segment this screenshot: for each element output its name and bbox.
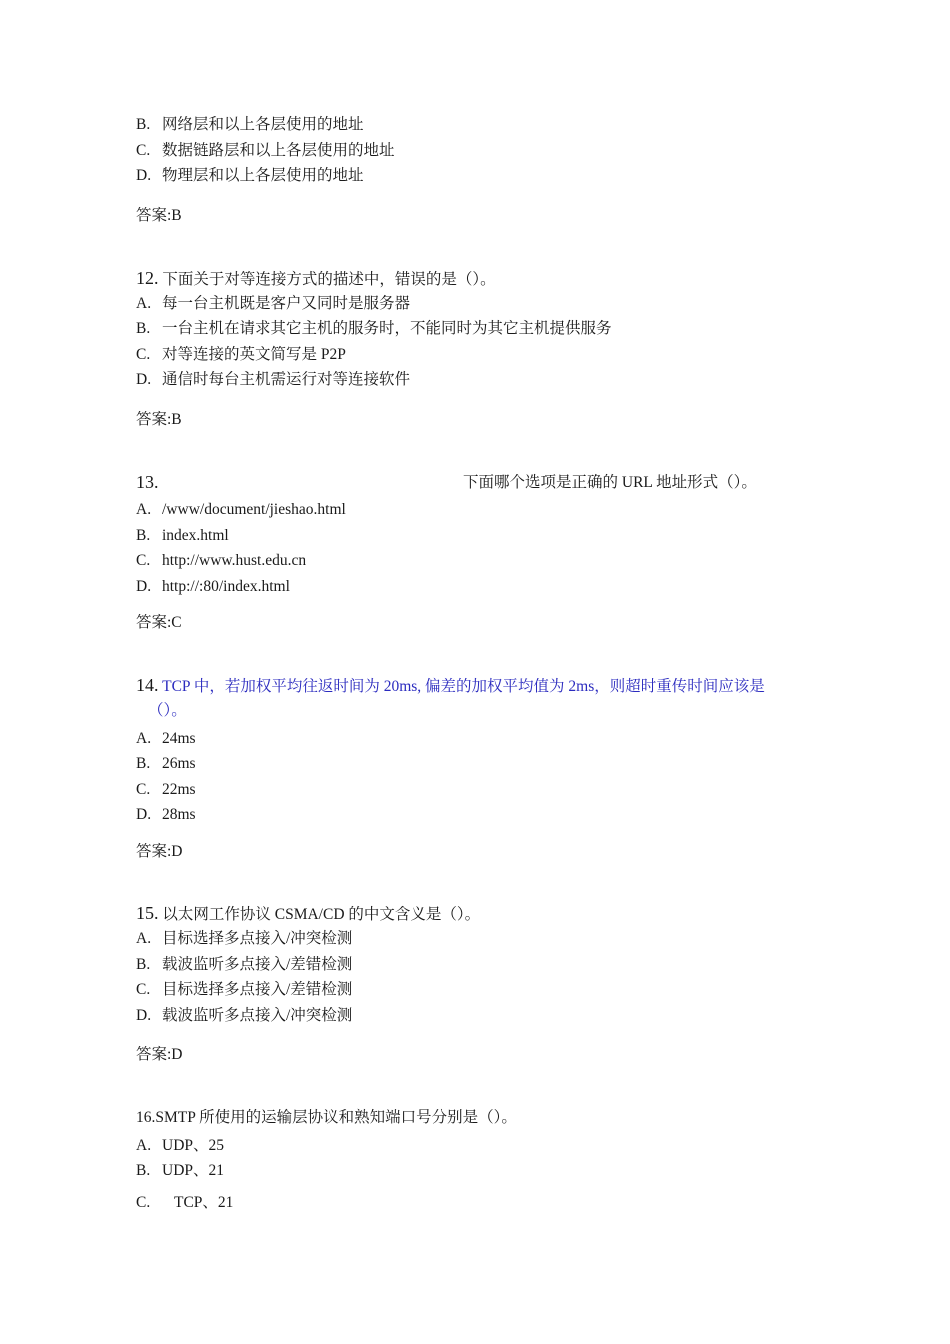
q13-number: 13. bbox=[136, 472, 159, 492]
q14-option-c: C. 22ms bbox=[136, 781, 196, 798]
q15-option-b: B. 载波监听多点接入/差错检测 bbox=[136, 956, 353, 973]
q13-option-b: B. index.html bbox=[136, 527, 229, 544]
q13-question: 下面哪个选项是正确的 URL 地址形式（）。 bbox=[463, 474, 757, 491]
q14-question: 14. TCP 中，若加权平均往返时间为 20ms, 偏差的加权平均值为 2ms，则超时重传时间应该是 bbox=[136, 675, 765, 695]
q16-question: 16.SMTP 所使用的运输层协议和熟知端口号分别是（）。 bbox=[136, 1109, 517, 1126]
q16-option-c: C. TCP、21 bbox=[136, 1194, 234, 1211]
q14-option-d: D. 28ms bbox=[136, 806, 196, 823]
q14-option-a: A. 24ms bbox=[136, 730, 196, 747]
q11-option-d: D. 物理层和以上各层使用的地址 bbox=[136, 167, 364, 184]
q13-option-d: D. http://:80/index.html bbox=[136, 578, 290, 595]
q16-option-b: B. UDP、21 bbox=[136, 1162, 225, 1179]
q14-answer: 答案:D bbox=[136, 843, 183, 860]
q11-option-b: B. 网络层和以上各层使用的地址 bbox=[136, 116, 364, 133]
q12-option-d: D. 通信时每台主机需运行对等连接软件 bbox=[136, 371, 411, 388]
q16-option-a: A. UDP、25 bbox=[136, 1137, 225, 1154]
q15-option-c: C. 目标选择多点接入/差错检测 bbox=[136, 981, 353, 998]
q12-option-b: B. 一台主机在请求其它主机的服务时，不能同时为其它主机提供服务 bbox=[136, 320, 612, 337]
q15-question: 15. 以太网工作协议 CSMA/CD 的中文含义是（）。 bbox=[136, 903, 481, 923]
q11-option-c: C. 数据链路层和以上各层使用的地址 bbox=[136, 142, 395, 159]
q12-question: 12. 下面关于对等连接方式的描述中，错误的是（）。 bbox=[136, 268, 496, 288]
q12-option-c: C. 对等连接的英文简写是 P2P bbox=[136, 346, 346, 363]
q15-option-d: D. 载波监听多点接入/冲突检测 bbox=[136, 1007, 353, 1024]
q15-answer: 答案:D bbox=[136, 1046, 183, 1063]
q14-question-cont: （）。 bbox=[148, 702, 187, 719]
q12-answer: 答案:B bbox=[136, 411, 182, 428]
q15-option-a: A. 目标选择多点接入/冲突检测 bbox=[136, 930, 353, 947]
q14-option-b: B. 26ms bbox=[136, 755, 196, 772]
q13-option-c: C. http://www.hust.edu.cn bbox=[136, 552, 307, 569]
q13-answer: 答案:C bbox=[136, 614, 182, 631]
q11-answer: 答案:B bbox=[136, 207, 182, 224]
q12-option-a: A. 每一台主机既是客户又同时是服务器 bbox=[136, 295, 411, 312]
q13-option-a: A. /www/document/jieshao.html bbox=[136, 501, 346, 518]
